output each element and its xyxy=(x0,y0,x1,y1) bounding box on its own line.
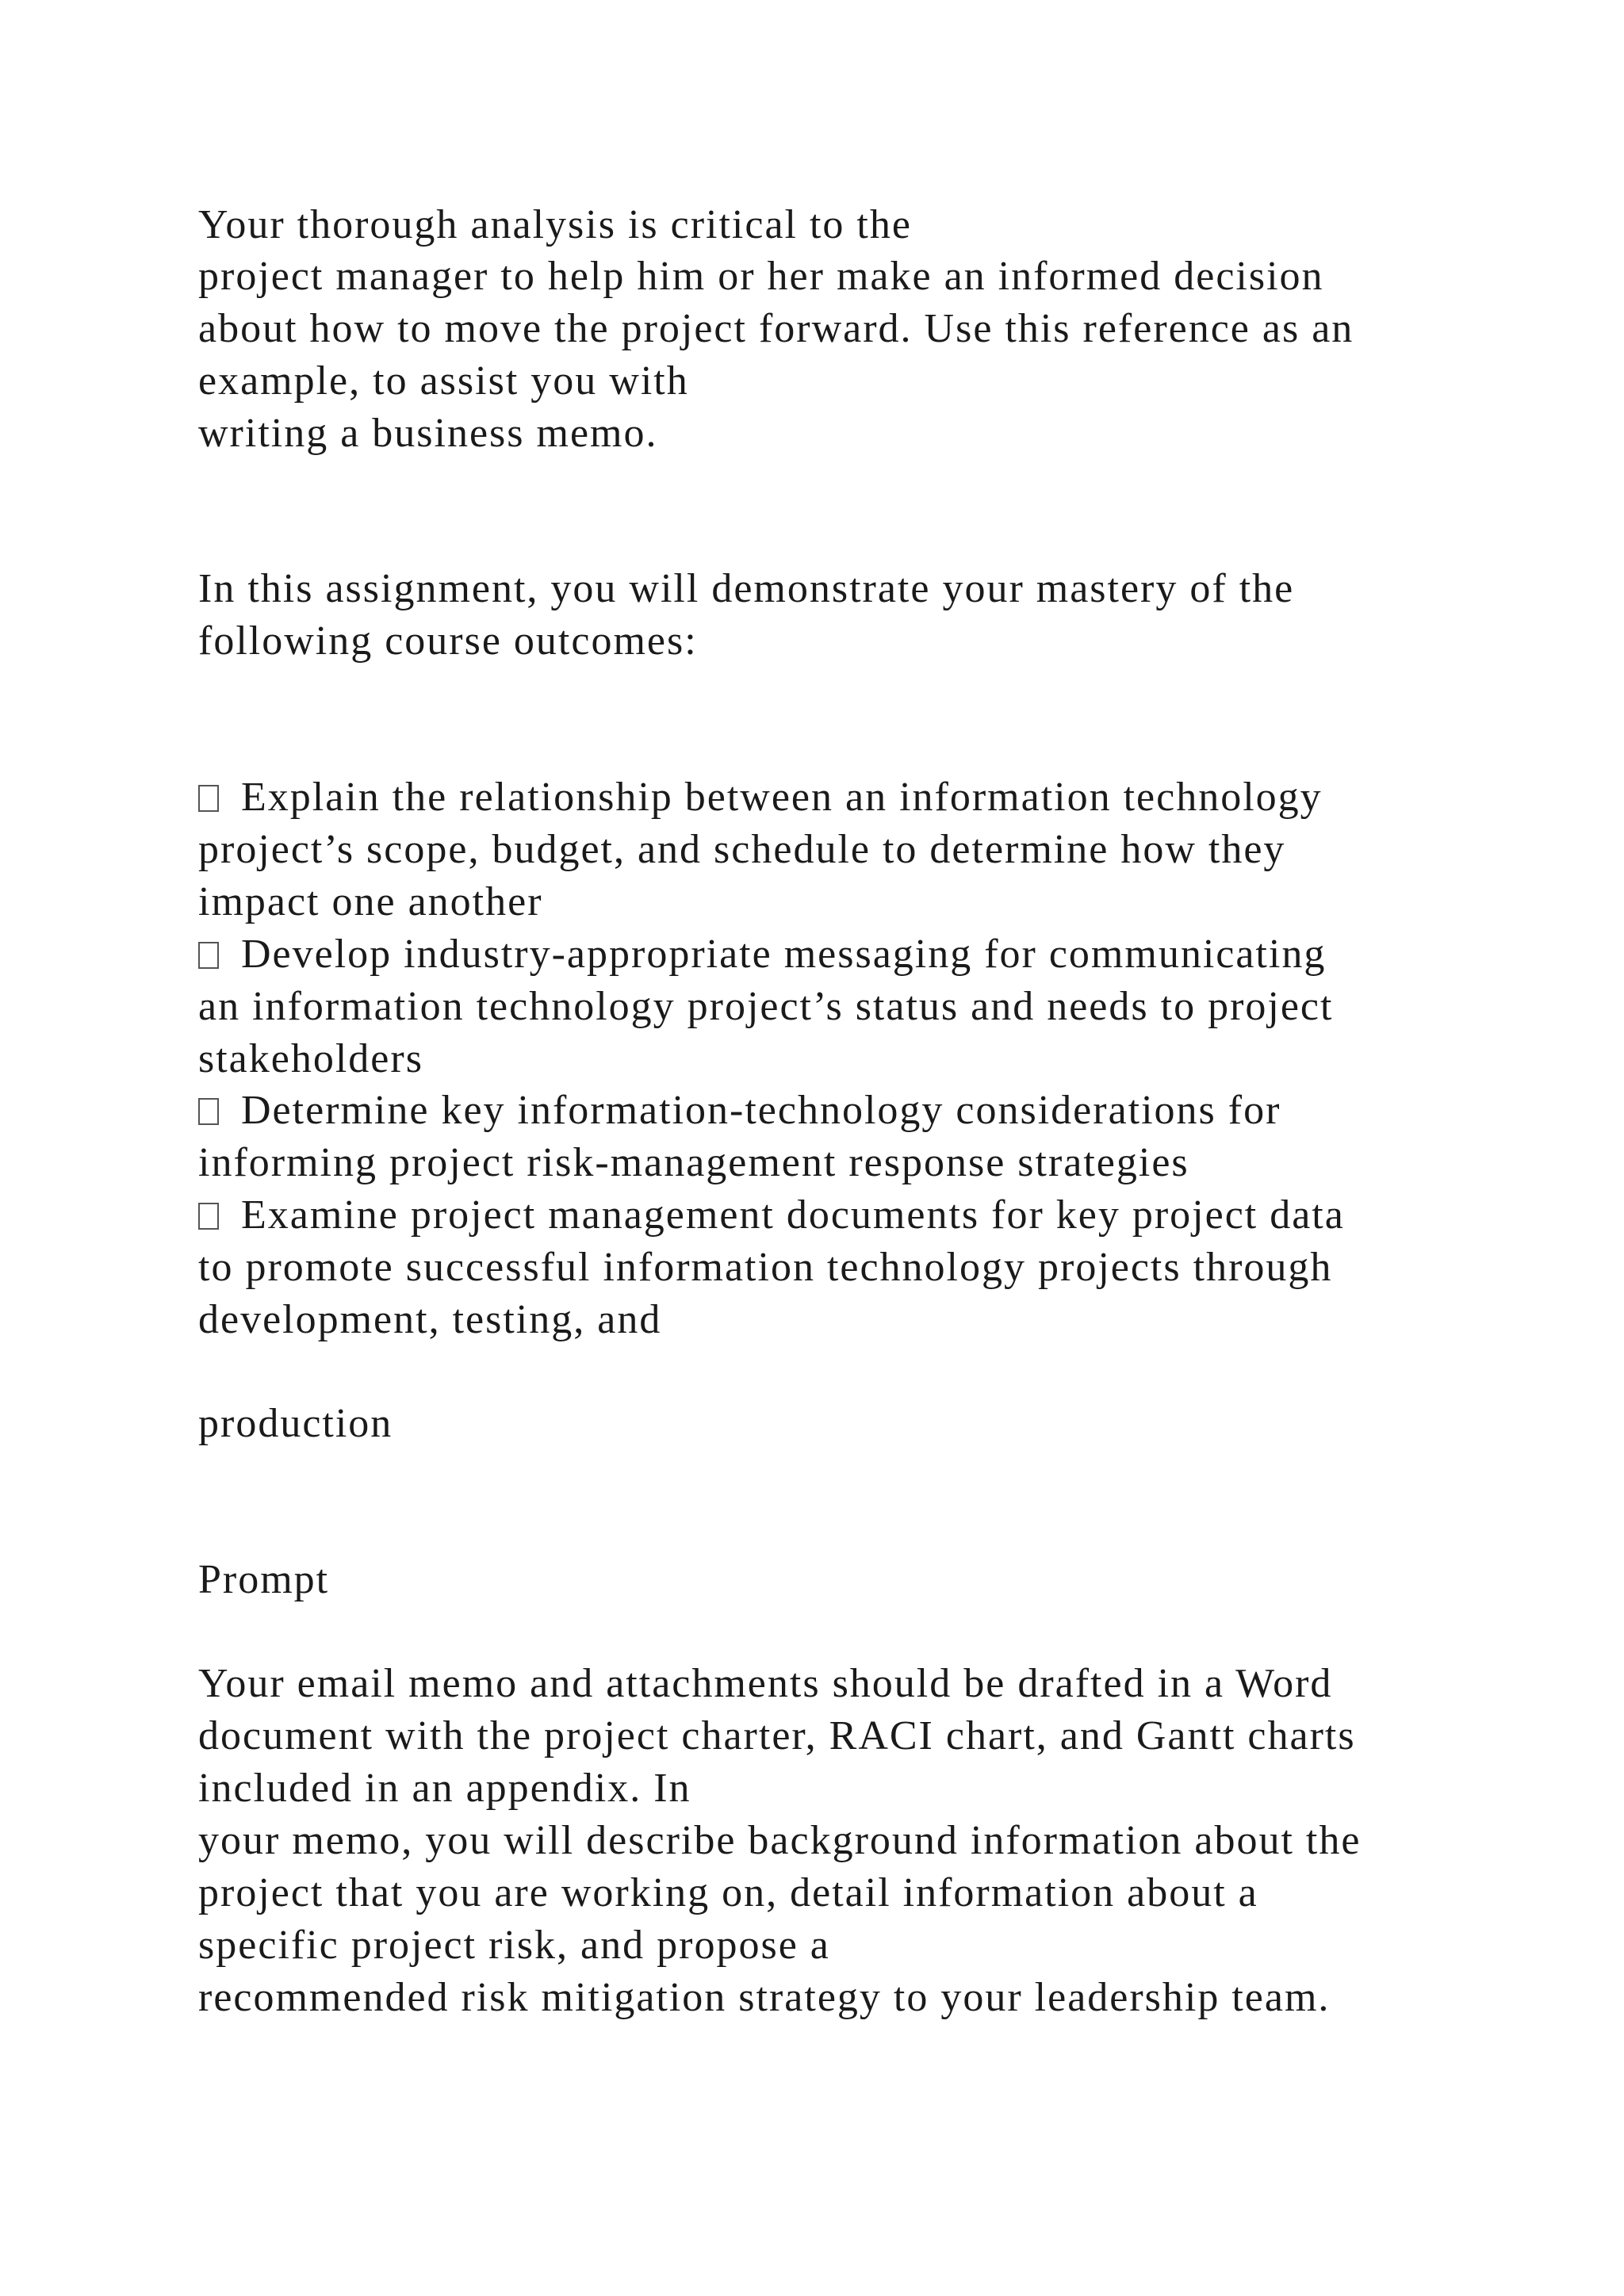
missing-glyph-box-icon xyxy=(198,1203,219,1230)
outcome-line: an information technology project’s status and needs to project xyxy=(198,984,1334,1029)
prompt-line: your memo, you will describe background information about the xyxy=(198,1818,1362,1863)
outcome-item xyxy=(198,777,1323,818)
prompt-line: document with the project charter, RACI chart, and Gantt charts xyxy=(198,1713,1356,1758)
prompt-line: Your email memo and attachments should be drafted in a Word xyxy=(198,1661,1333,1706)
missing-glyph-box-icon xyxy=(198,1098,219,1125)
prompt-line: specific project risk, and propose a xyxy=(198,1923,830,1968)
outcome-line: project’s scope, budget, and schedule to determine how they xyxy=(198,827,1286,872)
outcome-line: stakeholders xyxy=(198,1036,423,1081)
outcomes-intro-line: following course outcomes: xyxy=(198,618,698,664)
intro-line: writing a business memo. xyxy=(198,411,658,456)
missing-glyph-box-icon xyxy=(198,785,219,812)
production-line: production xyxy=(198,1401,393,1446)
missing-glyph-box-icon xyxy=(198,942,219,969)
outcome-line: to promote successful information technology projects through xyxy=(198,1245,1333,1290)
prompt-line: included in an appendix. In xyxy=(198,1766,691,1811)
outcome-item xyxy=(198,1192,1345,1238)
intro-line: project manager to help him or her make an informed decision xyxy=(198,254,1324,299)
outcome-text: Examine project management documents for key project data xyxy=(241,1192,1345,1238)
intro-line: about how to move the project forward. Use this reference as an xyxy=(198,306,1354,351)
prompt-line: project that you are working on, detail information about a xyxy=(198,1870,1258,1915)
intro-line: Your thorough analysis is critical to the xyxy=(198,202,912,247)
outcome-line: impact one another xyxy=(198,879,543,924)
outcome-text: Determine key information-technology considerations for xyxy=(241,1088,1281,1133)
prompt-heading: Prompt xyxy=(198,1557,330,1602)
outcomes-intro-line: In this assignment, you will demonstrate your mastery of the xyxy=(198,566,1295,611)
outcome-text: Explain the relationship between an information technology xyxy=(241,775,1323,820)
outcome-text: Develop industry-appropriate messaging for communicating xyxy=(241,932,1327,977)
intro-line: example, to assist you with xyxy=(198,358,689,404)
outcome-item xyxy=(198,1090,1281,1131)
outcome-item xyxy=(198,934,1326,975)
prompt-line: recommended risk mitigation strategy to your leadership team. xyxy=(198,1975,1331,2020)
outcome-line: informing project risk-management response strategies xyxy=(198,1140,1189,1185)
outcome-line: development, testing, and xyxy=(198,1297,662,1342)
